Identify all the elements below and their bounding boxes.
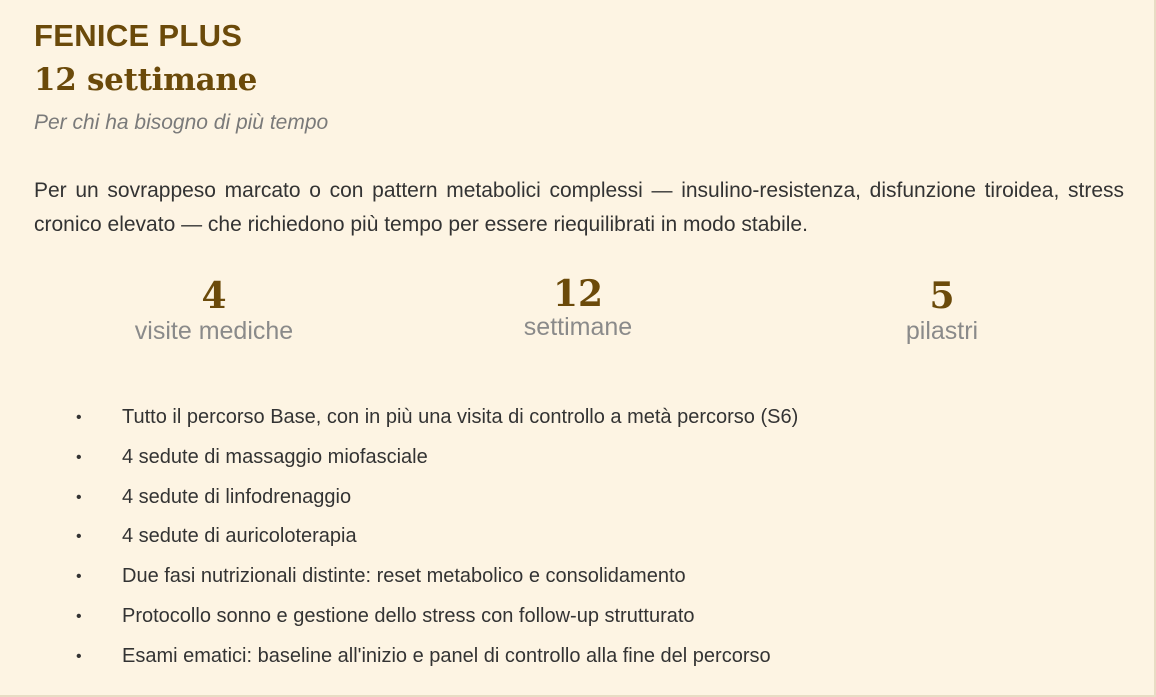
feature-list — [76, 398, 798, 677]
bullet-icon: • — [76, 528, 82, 546]
plan-description: Per un sovrappeso marcato o con pattern metabolici complessi — insulino-resistenza, disfunzione tiroidea, stress cronico elevato — che richiedono più tempo per essere riequilibrati in modo stabile. — [34, 179, 1124, 236]
bullet-icon: • — [76, 647, 82, 665]
stat-value: 5 — [929, 275, 955, 317]
plan-tagline: Per chi ha bisogno di più tempo — [34, 111, 329, 134]
stat-label: pilastri — [905, 317, 979, 345]
feature-text: Esami ematici: baseline all'inizio e panel di controllo alla fine del percorso — [122, 644, 771, 667]
bullet-icon: • — [76, 409, 82, 426]
list-item — [76, 557, 798, 597]
stat-label: settimane — [523, 313, 633, 341]
bullet-icon: • — [76, 568, 82, 586]
list-item — [76, 398, 798, 438]
stat-value: 12 — [552, 273, 604, 315]
plan-duration: 12 settimane — [34, 62, 258, 98]
feature-text: 4 sedute di linfodrenaggio — [122, 485, 352, 508]
stat-label: visite mediche — [134, 317, 294, 345]
list-item — [76, 637, 798, 677]
list-item — [76, 517, 798, 557]
feature-text: 4 sedute di auricoloterapia — [122, 525, 357, 548]
stat-value: 4 — [201, 275, 227, 317]
list-item — [76, 478, 798, 518]
feature-text: 4 sedute di massaggio miofasciale — [122, 445, 428, 468]
list-item — [76, 597, 798, 637]
bullet-icon: • — [76, 607, 82, 625]
feature-text: Protocollo sonno e gestione dello stress con follow-up strutturato — [122, 604, 695, 627]
bullet-icon: • — [76, 448, 82, 466]
stat-pillars — [812, 276, 1072, 346]
stat-weeks — [448, 273, 708, 342]
bullet-icon: • — [76, 488, 82, 506]
feature-text: Due fasi nutrizionali distinte: reset metabolico e consolidamento — [122, 565, 686, 588]
plan-name: FENICE PLUS — [34, 18, 243, 53]
stats-row — [0, 273, 1156, 356]
list-item — [76, 438, 798, 478]
stat-visits — [84, 276, 344, 346]
feature-text: Tutto il percorso Base, con in più una visita di controllo a metà percorso (S6) — [122, 406, 799, 428]
